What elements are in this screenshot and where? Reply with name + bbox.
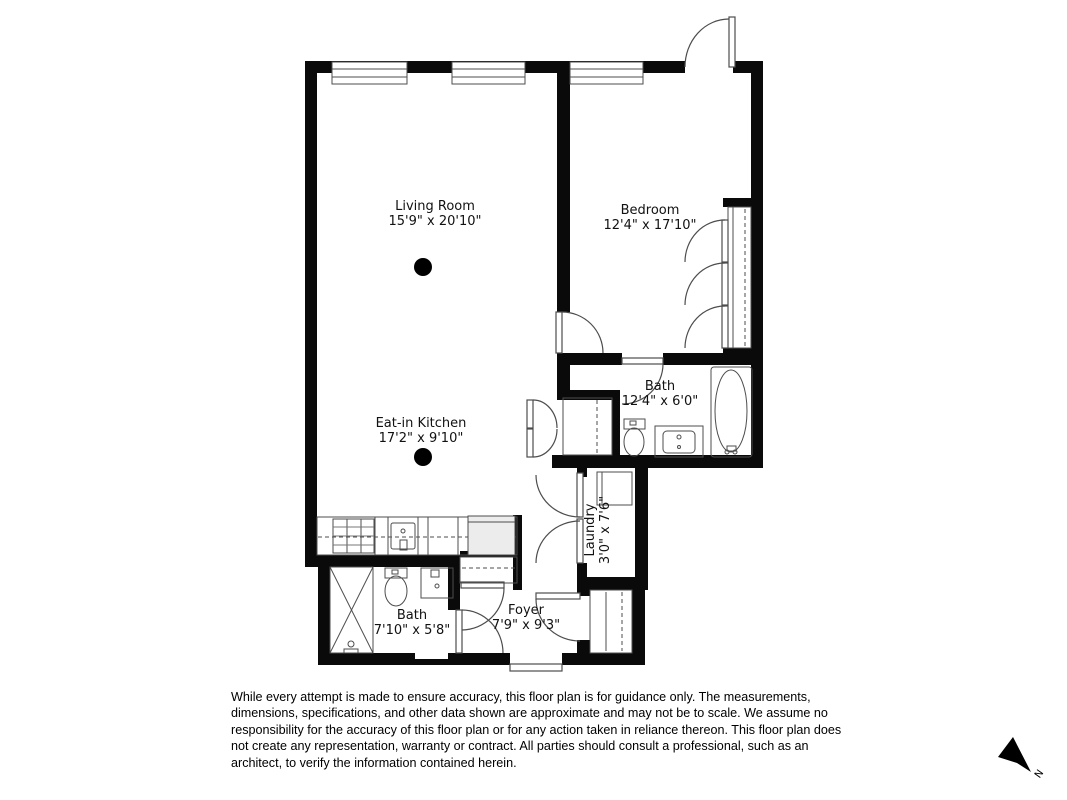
disclaimer-line: architect, to verify the information contained herein. (231, 755, 517, 770)
room-name: Bedroom (620, 203, 680, 218)
kitchen-layer (317, 516, 517, 555)
toilet-bath1 (624, 419, 645, 456)
toilet-bath2 (385, 568, 407, 606)
bedroom-closet-doors (685, 220, 728, 348)
coat-closet (460, 557, 517, 583)
wall-laundry-bottom (577, 577, 648, 590)
hall-closet (563, 398, 612, 455)
disclaimer-line: dimensions, specifications, and other data shown are approximate and may not be to scale. We assume no (231, 706, 828, 721)
doors-layer (456, 17, 735, 671)
room-name: Bath (644, 379, 676, 394)
wall-left (305, 61, 317, 567)
wall-bottom (318, 653, 645, 665)
room-dims: 15'9" x 20'10" (388, 214, 482, 229)
room-label-foyer (492, 603, 560, 633)
bathtub (711, 367, 752, 457)
wall-bedroom-closet-top (723, 198, 752, 207)
room-dims: 7'9" x 9'3" (491, 618, 561, 633)
room-dims: 12'4" x 17'10" (603, 218, 697, 233)
wall-closetA-right (612, 390, 620, 455)
room-name: Eat-in Kitchen (375, 416, 467, 431)
room-label-living-room (389, 199, 482, 229)
room-dims: 3'0" x 7'6" (598, 495, 613, 565)
ceiling-dot-living (414, 258, 432, 276)
room-name: Foyer (507, 603, 544, 618)
opening-top-entry (685, 61, 733, 73)
room-label-bedroom (604, 203, 697, 233)
opening-foyer-entry (510, 653, 562, 665)
window-living-2 (452, 62, 525, 84)
walls-layer (305, 61, 763, 665)
wall-living-bedroom (557, 61, 570, 312)
laundry-doors (536, 473, 583, 563)
foyer-closet (590, 590, 632, 653)
wall-bath2-right (448, 555, 460, 610)
wall-right (751, 61, 763, 468)
disclaimer-line: responsibility for the accuracy of this floor plan or for any action taken in reliance thereon. This floor plan does (231, 722, 842, 737)
disclaimer-line: not create any representation, warranty or contract. All parties should consult a professional, such as an (231, 739, 809, 754)
room-dims: 12'4" x 6'0" (621, 394, 699, 409)
opening-closetBL-door (577, 596, 590, 640)
room-label-laundry (583, 496, 613, 564)
wall-laundry-right (635, 455, 648, 590)
disclaimer-text (231, 689, 841, 771)
wall-bedroom-closet-bottom (723, 348, 752, 353)
room-label-kitchen (376, 416, 467, 446)
bedroom-door (556, 312, 603, 353)
north-arrow-label: N (1032, 768, 1047, 781)
wall-closetBL-right (632, 590, 645, 665)
vanity-bath1 (655, 426, 703, 457)
opening-bath2-notch (415, 653, 448, 659)
disclaimer-line: While every attempt is made to ensure accuracy, this floor plan is for guidance only. The measurements, (231, 690, 811, 704)
north-arrow-shape (998, 737, 1031, 772)
window-living-1 (332, 62, 407, 84)
entry-door-top (685, 17, 735, 67)
window-bedroom (570, 62, 643, 84)
windows-layer (332, 62, 643, 84)
room-label-bath-ensuite (622, 379, 698, 409)
shower-bath2 (330, 567, 373, 653)
stove (333, 519, 374, 553)
hall-closet-doors (527, 400, 557, 457)
ceiling-dot-kitchen (414, 448, 432, 466)
wall-bath2-left (318, 555, 330, 665)
room-label-bath-second (374, 608, 450, 638)
room-name: Bath (396, 608, 428, 623)
bedroom-closet (728, 207, 751, 348)
refrigerator (468, 516, 515, 555)
north-arrow (998, 737, 1046, 780)
room-dims: 17'2" x 9'10" (378, 431, 464, 446)
entry-door-foyer (510, 664, 562, 671)
room-name: Laundry (583, 503, 598, 557)
room-name: Living Room (395, 199, 475, 214)
room-dims: 7'10" x 5'8" (373, 623, 451, 638)
